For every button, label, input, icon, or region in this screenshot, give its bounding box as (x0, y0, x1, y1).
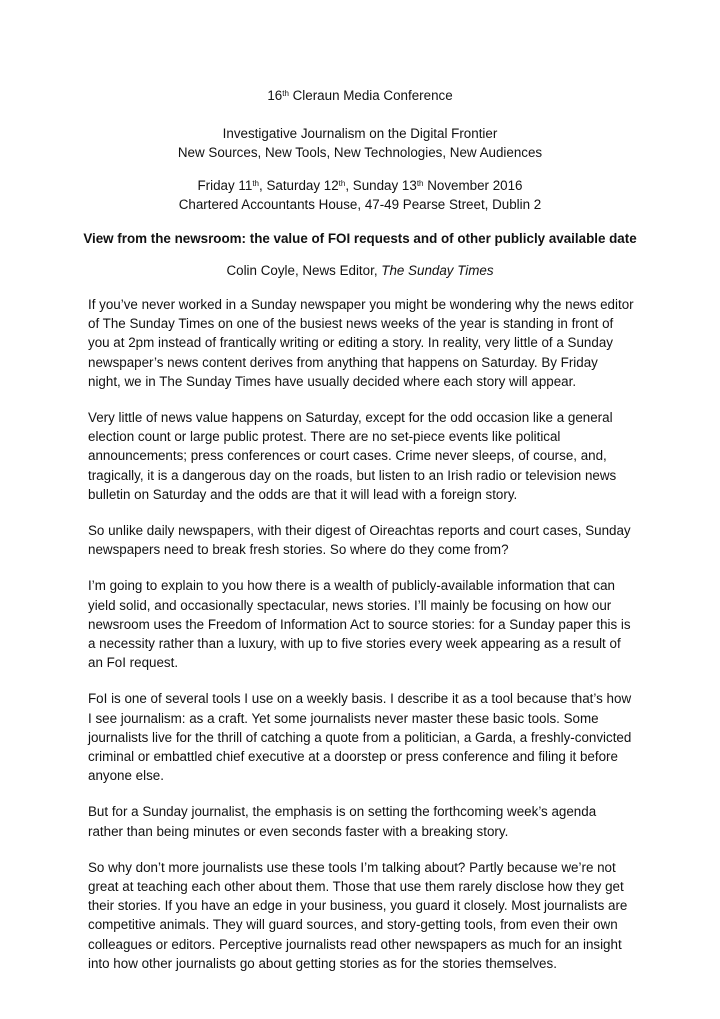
date-day2: , Saturday 12 (259, 178, 339, 193)
paragraph-7: So why don’t more journalists use these tools I’m talking about? Partly because we’re not great at teaching each other about them. Those that use them rarely disclose how they get their stories. If you have an edge in your business, you guard it closely. Most journalists are competitive animals. They will guard sources, and story-getting tools, from even their own colleagues or editors. Perceptive journalists read other newspapers as much for an insight into how other journalists go about getting stories as for the stories themselves. (88, 859, 628, 971)
conference-dates (0, 176, 720, 195)
talk-title: View from the newsroom: the value of FOI requests and of other publicly available date (83, 231, 637, 246)
date-tail: November 2016 (423, 178, 523, 193)
publication-name: The Sunday Times (381, 263, 494, 278)
subtitle-line-1: Investigative Journalism on the Digital Frontier (222, 126, 498, 141)
conference-number: 16 (267, 88, 283, 103)
speaker-block (0, 261, 720, 280)
conference-heading (0, 86, 720, 105)
paragraph-1: If you’ve never worked in a Sunday newspaper you might be wondering why the news editor of The Sunday Times on one of the busiest news weeks of the year is standing in front of you at 2pm instead of frantically writing or editing a story. In reality, very little of a Sunday newspaper’s news content derives from anything that happens on Saturday. By Friday night, we in The Sunday Times have usually decided where each story will appear. (88, 297, 634, 389)
talk-title-block (0, 229, 720, 248)
date-day3-sup: th (416, 179, 424, 188)
paragraph-2: Very little of news value happens on Saturday, except for the odd occasion like a general election count or large public protest. There are no set-piece events like political announcements; press conferences or court cases. Crime never sleeps, of course, and, tragically, it is a dangerous day on the roads, but listen to an Irish radio or television news bulletin on Saturday and the odds are that it will lead with a foreign story. (88, 410, 617, 502)
article-body (88, 295, 634, 990)
speaker-line (0, 261, 720, 280)
paragraph-6: But for a Sunday journalist, the emphasis is on setting the forthcoming week’s agenda rather than being minutes or even seconds faster with a breaking story. (88, 804, 597, 839)
paragraph-4: I’m going to explain to you how there is a wealth of publicly-available information that can yield solid, and occasionally spectacular, news stories. I’ll mainly be focusing on how our newsroom uses the Freedom of Information Act to source stories: for a Sunday paper this is a necessity rather than a luxury, with up to five stories every week appearing as a result of an FoI request. (88, 578, 631, 671)
conference-title (0, 86, 720, 105)
date-day1-sup: th (252, 179, 259, 188)
subtitle-line-2: New Sources, New Tools, New Technologies, New Audiences (177, 145, 543, 160)
date-day3: , Sunday 13 (345, 178, 417, 193)
speaker-name: Colin Coyle, News Editor, (226, 263, 382, 278)
conference-details (0, 176, 720, 214)
conference-ordinal: th (282, 89, 289, 98)
paragraph-5: FoI is one of several tools I use on a weekly basis. I describe it as a tool because that’s how I see journalism: as a craft. Yet some journalists never master these basic tools. Some journalists live for the thrill of catching a quote from a politician, a Garda, a freshly-convicted criminal or embattled chief executive at a doorstep or press conference and filing it before anyone else. (88, 691, 632, 784)
conference-subtitle (0, 124, 720, 162)
paragraph-3: So unlike daily newspapers, with their digest of Oireachtas reports and court cases, Sunday newspapers need to break fresh stories. So where do they come from? (88, 523, 631, 558)
conference-venue: Chartered Accountants House, 47-49 Pearse Street, Dublin 2 (178, 197, 542, 212)
conference-name: Cleraun Media Conference (292, 88, 453, 103)
date-day2-sup: th (338, 179, 346, 188)
date-day1: Friday 11 (197, 178, 253, 193)
